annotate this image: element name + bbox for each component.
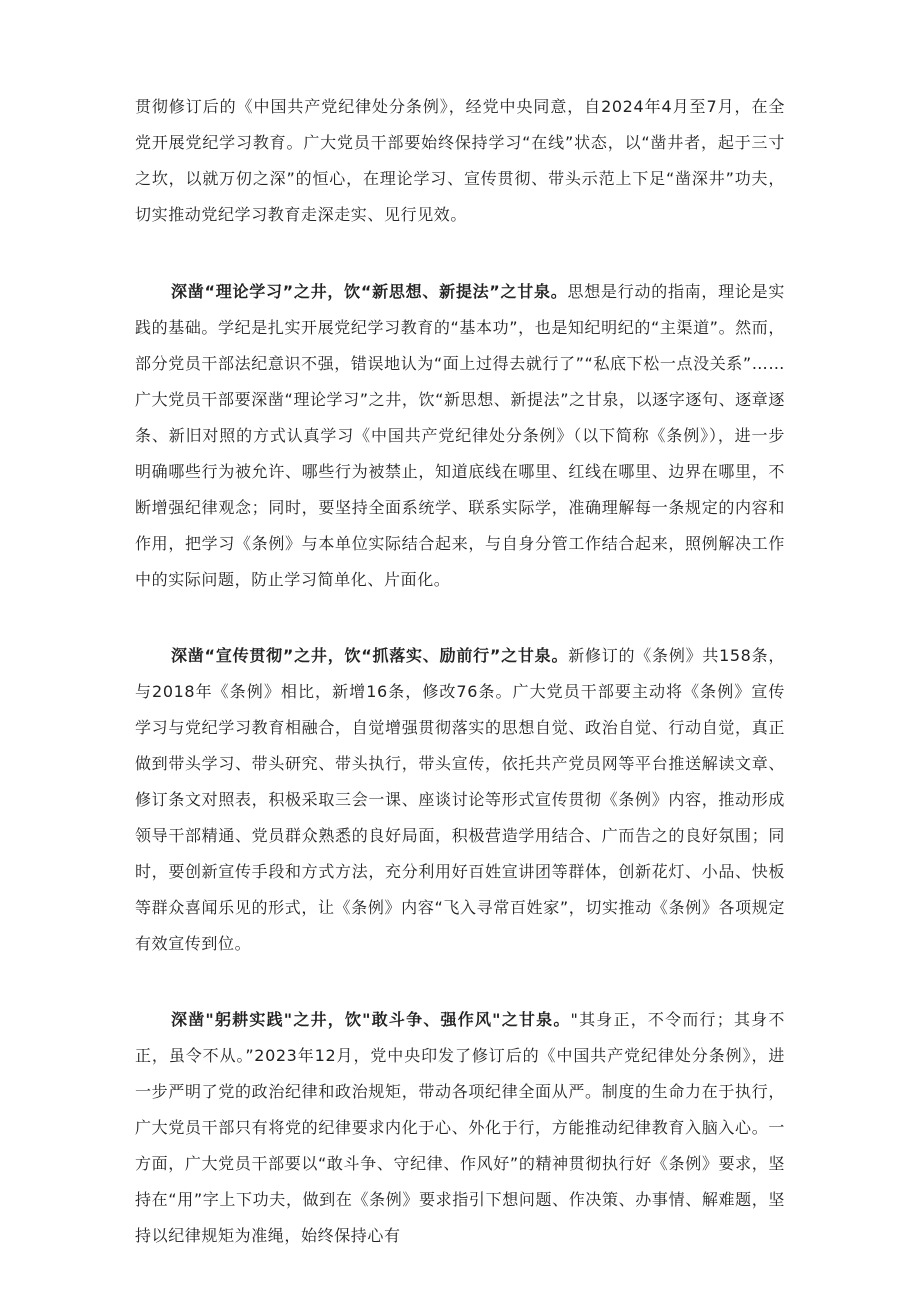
document-body: [135, 89, 785, 1254]
section-practice-text: "其身正，不令而行；其身不正，虽令不从。”2023年12月，党中央印发了修订后的《中国共产党纪律处分条例》，进一步严明了党的政治纪律和政治规矩，带动各项纪律全面从严。制度的生命力在于执行，广大党员干部只有将党的纪律要求内化于心、外化于行，方能推动纪律教育入脑入心。一方面，广大党员干部要以“敢斗争、守纪律、作风好”的精神贯彻执行好《条例》要求，坚持在“用”字上下功夫，做到在《条例》要求指引下想问题、作决策、办事情、解难题，坚持以纪律规矩为准绳，始终保持心有: [135, 1010, 785, 1245]
section-theory-study: [135, 274, 785, 598]
section-publicity: [135, 638, 785, 962]
intro-paragraph: [135, 89, 785, 233]
section-theory-study-text: 思想是行动的指南，理论是实践的基础。学纪是扎实开展党纪学习教育的“基本功”，也是知纪明纪的“主渠道”。然而，部分党员干部法纪意识不强，错误地认为“面上过得去就行了”“私底下松一点没关系”……广大党员干部要深凿“理论学习”之井，饮“新思想、新提法”之甘泉，以逐字逐句、逐章逐条、新旧对照的方式认真学习《中国共产党纪律处分条例》（以下简称《条例》），进一步明确哪些行为被允许、哪些行为被禁止，知道底线在哪里、红线在哪里、边界在哪里，不断增强纪律观念；同时，要坚持全面系统学、联系实际学，准确理解每一条规定的内容和作用，把学习《条例》与本单位实际结合起来，与自身分管工作结合起来，照例解决工作中的实际问题，防止学习简单化、片面化。: [135, 282, 785, 589]
section-theory-study-heading: 深凿“理论学习”之井，饮“新思想、新提法”之甘泉。: [171, 282, 568, 301]
section-practice-heading: 深凿"躬耕实践"之井，饮"敢斗争、强作风"之甘泉。: [171, 1010, 571, 1029]
section-practice: [135, 1002, 785, 1254]
section-publicity-text: 新修订的《条例》共158条，与2018年《条例》相比，新增16条，修改76条。广大党员干部要主动将《条例》宣传学习与党纪学习教育相融合，自觉增强贯彻落实的思想自觉、政治自觉、行动自觉，真正做到带头学习、带头研究、带头执行，带头宣传，依托共产党员网等平台推送解读文章、修订条文对照表，积极采取三会一课、座谈讨论等形式宣传贯彻《条例》内容，推动形成领导干部精通、党员群众熟悉的良好局面，积极营造学用结合、广而告之的良好氛围；同时，要创新宣传手段和方式方法，充分利用好百姓宣讲团等群体，创新花灯、小品、快板等群众喜闻乐见的形式，让《条例》内容“飞入寻常百姓家”，切实推动《条例》各项规定有效宣传到位。: [135, 646, 785, 953]
section-publicity-heading: 深凿“宣传贯彻”之井，饮“抓落实、励前行”之甘泉。: [171, 646, 569, 665]
intro-paragraph-text: 贯彻修订后的《中国共产党纪律处分条例》，经党中央同意，自2024年4月至7月，在全党开展党纪学习教育。广大党员干部要始终保持学习“在线”状态，以“凿井者，起于三寸之坎，以就万仞之深”的恒心，在理论学习、宣传贯彻、带头示范上下足“凿深井”功夫，切实推动党纪学习教育走深走实、见行见效。: [135, 97, 785, 224]
